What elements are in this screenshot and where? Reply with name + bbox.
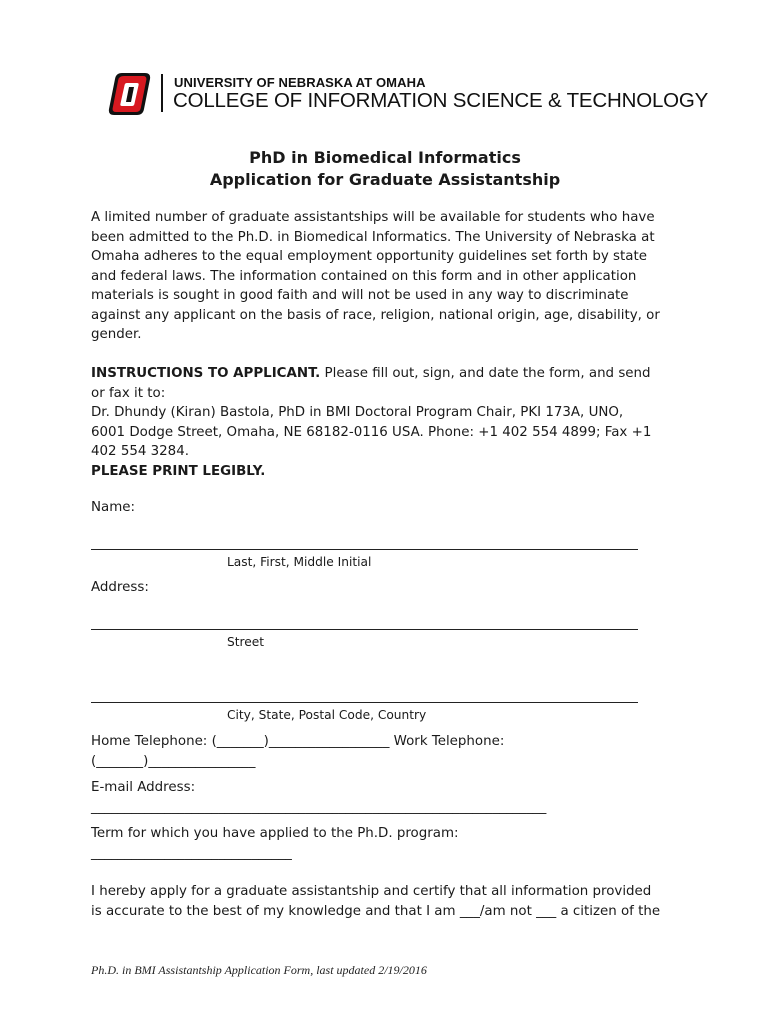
address-label: Address: — [91, 580, 149, 595]
intro-line: against any applicant on the basis of race, religion, national origin, age, disability, or — [91, 307, 660, 323]
intro-line: Omaha adheres to the equal employment opportunity guidelines set forth by state — [91, 249, 647, 264]
header-divider — [161, 74, 163, 112]
university-name: UNIVERSITY OF NEBRASKA AT OMAHA — [174, 75, 426, 90]
instructions-line: Dr. Dhundy (Kiran) Bastola, PhD in BMI Doctoral Program Chair, PKI 173A, UNO, — [91, 405, 624, 420]
name-field[interactable] — [91, 549, 638, 550]
name-label: Name: — [91, 500, 136, 515]
intro-line: gender. — [91, 327, 142, 342]
page-subtitle: Application for Graduate Assistantship — [209, 170, 561, 189]
uno-o-logo-icon — [104, 70, 152, 118]
page-title: PhD in Biomedical Informatics — [249, 148, 521, 167]
city-field[interactable] — [91, 702, 638, 703]
intro-line: been admitted to the Ph.D. in Biomedical Informatics. The University of Nebraska at — [91, 229, 655, 245]
instructions-paragraph — [91, 364, 691, 481]
certification-line: I hereby apply for a graduate assistantship and certify that all information provided — [91, 884, 652, 899]
instructions-text: Please fill out, sign, and date the form, and send — [320, 366, 651, 381]
street-field[interactable] — [91, 629, 638, 630]
intro-paragraph — [91, 208, 691, 345]
term-field[interactable]: ______________________________ — [91, 846, 292, 861]
city-caption: City, State, Postal Code, Country — [227, 708, 427, 722]
college-header — [104, 70, 709, 118]
telephone-line: Home Telephone: (_______)__________________ Work Telephone: — [91, 734, 505, 749]
instructions-heading: INSTRUCTIONS TO APPLICANT. — [91, 366, 321, 381]
email-label: E-mail Address: — [91, 780, 196, 795]
intro-line: and federal laws. The information contained on this form and in other application — [91, 268, 637, 284]
instructions-line: 6001 Dodge Street, Omaha, NE 68182-0116 USA. Phone: +1 402 554 4899; Fax +1 — [91, 424, 652, 440]
college-name: COLLEGE OF INFORMATION SCIENCE & TECHNOLOGY — [173, 89, 709, 112]
print-legibly: PLEASE PRINT LEGIBLY. — [91, 463, 266, 479]
email-field[interactable]: ____________________________________________________________________ — [91, 800, 547, 815]
intro-line: A limited number of graduate assistantships will be available for students who have — [91, 210, 655, 225]
term-label: Term for which you have applied to the Ph.D. program: — [91, 826, 459, 841]
street-caption: Street — [227, 635, 265, 649]
instructions-line — [91, 364, 691, 384]
instructions-line: 402 554 3284. — [91, 444, 189, 459]
certification-line: is accurate to the best of my knowledge and that I am ___/am not ___ a citizen of the — [91, 904, 661, 919]
work-telephone-blank: (_______)________________ — [91, 754, 256, 769]
page-footer: Ph.D. in BMI Assistantship Application Form, last updated 2/19/2016 — [91, 963, 427, 977]
name-caption: Last, First, Middle Initial — [227, 555, 372, 569]
intro-line: materials is sought in good faith and will not be used in any way to discriminate — [91, 288, 629, 303]
instructions-line: or fax it to: — [91, 385, 166, 401]
